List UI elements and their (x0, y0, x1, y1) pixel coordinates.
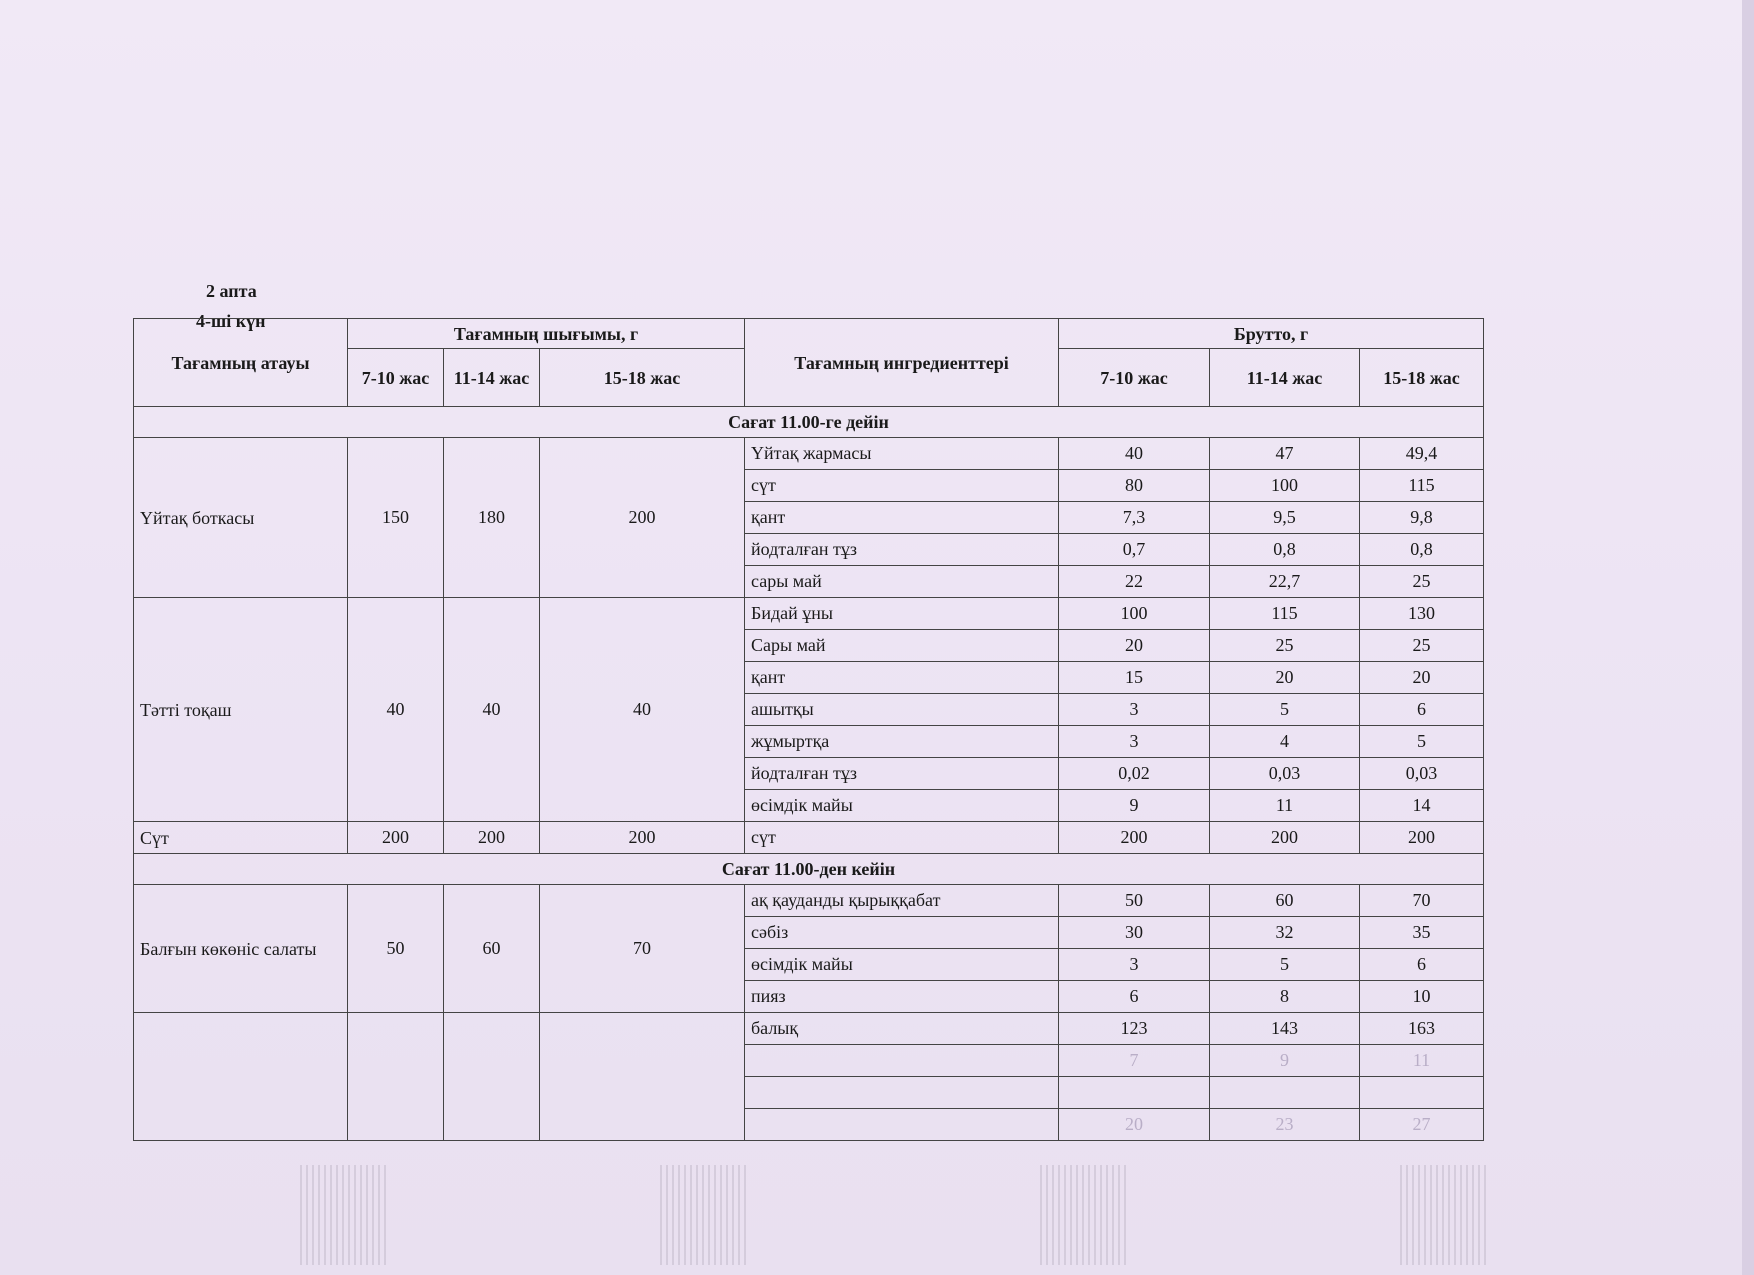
brutto-value: 32 (1210, 917, 1360, 949)
ingredient-name: Бидай ұны (745, 598, 1059, 630)
page-edge (1742, 0, 1754, 1275)
ingredient-name: сүт (745, 822, 1059, 854)
ingredient-name: қант (745, 662, 1059, 694)
col-brutto-group: Брутто, г (1059, 319, 1484, 349)
ingredient-name: йодталған тұз (745, 758, 1059, 790)
brutto-value: 5 (1360, 726, 1484, 758)
ingredient-name: ашытқы (745, 694, 1059, 726)
col-brutto-15-18: 15-18 жас (1360, 349, 1484, 407)
col-brutto-7-10: 7-10 жас (1059, 349, 1210, 407)
brutto-value: 123 (1059, 1013, 1210, 1045)
brutto-value: 6 (1360, 694, 1484, 726)
table-row (134, 1013, 1484, 1045)
brutto-value: 11 (1210, 790, 1360, 822)
brutto-value: 47 (1210, 438, 1360, 470)
yield-value: 50 (348, 885, 444, 1013)
menu-table (133, 318, 1484, 1141)
ingredient-name: ақ қауданды қырыққабат (745, 885, 1059, 917)
dish-name: Сүт (134, 822, 348, 854)
yield-value: 200 (540, 822, 745, 854)
ingredient-name (745, 1045, 1059, 1077)
scan-artifact (1400, 1165, 1490, 1265)
brutto-value: 0,03 (1360, 758, 1484, 790)
yield-value (540, 1013, 745, 1141)
ingredient-name: сары май (745, 566, 1059, 598)
ingredient-name: өсімдік майы (745, 790, 1059, 822)
ingredient-name: жұмыртқа (745, 726, 1059, 758)
brutto-value: 5 (1210, 694, 1360, 726)
ingredient-name: йодталған тұз (745, 534, 1059, 566)
brutto-value: 35 (1360, 917, 1484, 949)
brutto-value: 115 (1360, 470, 1484, 502)
yield-value: 60 (444, 885, 540, 1013)
brutto-value: 0,8 (1210, 534, 1360, 566)
brutto-value (1059, 1077, 1210, 1109)
yield-value: 40 (444, 598, 540, 822)
table-row (134, 598, 1484, 630)
brutto-value (1210, 1077, 1360, 1109)
col-yield-11-14: 11-14 жас (444, 349, 540, 407)
brutto-value: 20 (1059, 1109, 1210, 1141)
brutto-value: 27 (1360, 1109, 1484, 1141)
brutto-value: 200 (1059, 822, 1210, 854)
section-row-after (134, 854, 1484, 885)
yield-value: 200 (348, 822, 444, 854)
table-row (134, 822, 1484, 854)
yield-value: 200 (540, 438, 745, 598)
scan-artifact (1040, 1165, 1130, 1265)
brutto-value: 4 (1210, 726, 1360, 758)
yield-value: 150 (348, 438, 444, 598)
col-brutto-11-14: 11-14 жас (1210, 349, 1360, 407)
brutto-value: 25 (1360, 630, 1484, 662)
section-title: Сағат 11.00-ге дейін (134, 407, 1484, 438)
brutto-value: 3 (1059, 949, 1210, 981)
brutto-value: 25 (1360, 566, 1484, 598)
ingredient-name: пияз (745, 981, 1059, 1013)
col-ingredients: Тағамның ингредиенттері (745, 319, 1059, 407)
brutto-value: 200 (1210, 822, 1360, 854)
brutto-value: 30 (1059, 917, 1210, 949)
col-yield-group: Тағамның шығымы, г (348, 319, 745, 349)
table-row (134, 885, 1484, 917)
brutto-value: 9,8 (1360, 502, 1484, 534)
col-yield-15-18: 15-18 жас (540, 349, 745, 407)
brutto-value: 22,7 (1210, 566, 1360, 598)
ingredient-name: өсімдік майы (745, 949, 1059, 981)
brutto-value: 80 (1059, 470, 1210, 502)
ingredient-name: сәбіз (745, 917, 1059, 949)
yield-value (348, 1013, 444, 1141)
brutto-value: 60 (1210, 885, 1360, 917)
yield-value (444, 1013, 540, 1141)
brutto-value: 10 (1360, 981, 1484, 1013)
brutto-value: 14 (1360, 790, 1484, 822)
section-row-before (134, 407, 1484, 438)
brutto-value: 0,02 (1059, 758, 1210, 790)
ingredient-name: балық (745, 1013, 1059, 1045)
dish-name (134, 1013, 348, 1141)
brutto-value: 11 (1360, 1045, 1484, 1077)
dish-name: Тәтті тоқаш (134, 598, 348, 822)
col-yield-7-10: 7-10 жас (348, 349, 444, 407)
brutto-value: 20 (1059, 630, 1210, 662)
table-row (134, 438, 1484, 470)
brutto-value: 7,3 (1059, 502, 1210, 534)
brutto-value: 100 (1210, 470, 1360, 502)
scan-artifact (660, 1165, 750, 1265)
brutto-value: 100 (1059, 598, 1210, 630)
brutto-value: 49,4 (1360, 438, 1484, 470)
day-label: 4-ші күн (196, 311, 266, 331)
brutto-value: 8 (1210, 981, 1360, 1013)
ingredient-name (745, 1109, 1059, 1141)
brutto-value: 115 (1210, 598, 1360, 630)
brutto-value: 0,8 (1360, 534, 1484, 566)
brutto-value: 20 (1360, 662, 1484, 694)
col-dish-name: Тағамның атауы (134, 319, 348, 407)
scan-artifact (300, 1165, 390, 1265)
brutto-value: 163 (1360, 1013, 1484, 1045)
brutto-value: 7 (1059, 1045, 1210, 1077)
brutto-value: 9,5 (1210, 502, 1360, 534)
brutto-value: 9 (1210, 1045, 1360, 1077)
brutto-value: 25 (1210, 630, 1360, 662)
brutto-value: 70 (1360, 885, 1484, 917)
dish-name: Үйтақ боткасы (134, 438, 348, 598)
ingredient-name: қант (745, 502, 1059, 534)
brutto-value: 5 (1210, 949, 1360, 981)
brutto-value: 50 (1059, 885, 1210, 917)
ingredient-name: сүт (745, 470, 1059, 502)
brutto-value: 40 (1059, 438, 1210, 470)
dish-name: Балғын көкөніс салаты (134, 885, 348, 1013)
brutto-value: 3 (1059, 726, 1210, 758)
ingredient-name (745, 1077, 1059, 1109)
brutto-value: 15 (1059, 662, 1210, 694)
brutto-value: 22 (1059, 566, 1210, 598)
brutto-value: 3 (1059, 694, 1210, 726)
week-label: 2 апта (206, 281, 257, 301)
brutto-value: 23 (1210, 1109, 1360, 1141)
ingredient-name: Сары май (745, 630, 1059, 662)
brutto-value: 9 (1059, 790, 1210, 822)
brutto-value: 6 (1059, 981, 1210, 1013)
brutto-value: 0,7 (1059, 534, 1210, 566)
brutto-value: 130 (1360, 598, 1484, 630)
brutto-value (1360, 1077, 1484, 1109)
brutto-value: 0,03 (1210, 758, 1360, 790)
yield-value: 200 (444, 822, 540, 854)
yield-value: 40 (348, 598, 444, 822)
yield-value: 70 (540, 885, 745, 1013)
brutto-value: 143 (1210, 1013, 1360, 1045)
brutto-value: 6 (1360, 949, 1484, 981)
brutto-value: 200 (1360, 822, 1484, 854)
section-title: Сағат 11.00-ден кейін (134, 854, 1484, 885)
brutto-value: 20 (1210, 662, 1360, 694)
yield-value: 180 (444, 438, 540, 598)
ingredient-name: Үйтақ жармасы (745, 438, 1059, 470)
yield-value: 40 (540, 598, 745, 822)
